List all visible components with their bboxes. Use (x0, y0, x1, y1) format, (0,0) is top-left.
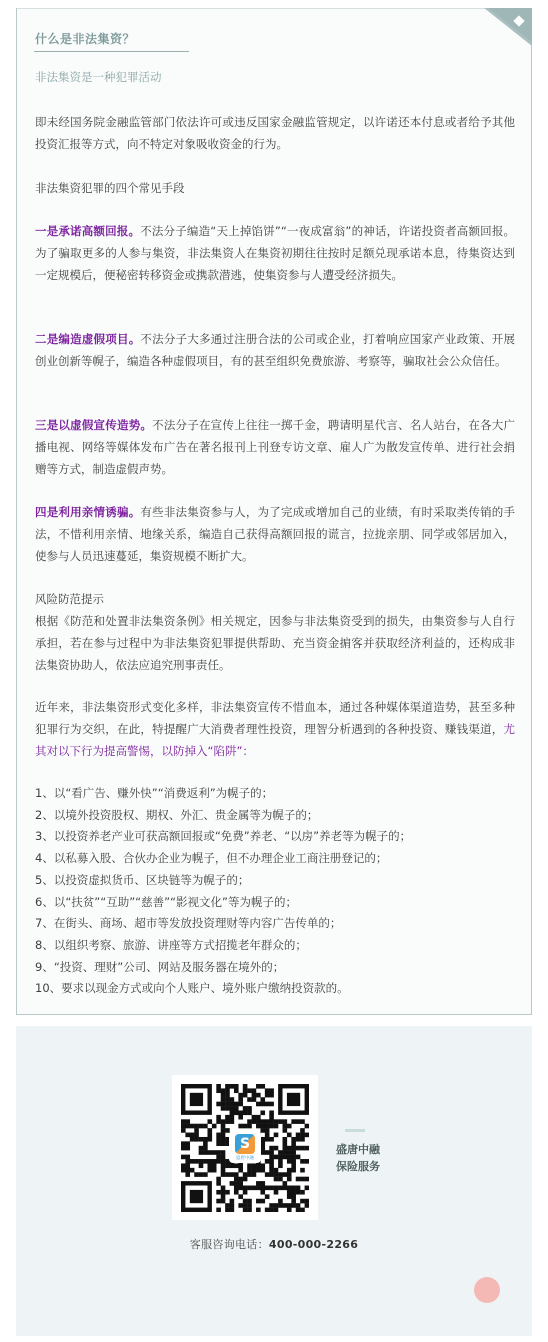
risk-paragraph: 根据《防范和处置非法集资条例》相关规定，因参与非法集资受到的损失，由集资参与人自行承担，若在参与过程中为非法集资犯罪提供帮助、充当资金掮客并获取经济利益的，还构成非法集资协助人，依法应追究刑事责任。 (35, 614, 515, 672)
method-text-3: 不法分子在宣传上往往一掷千金，聘请明星代言、名人站台，在各大广播电视、网络等媒体发布广告在著名报刊上刊登专访文章、雇人广为散发宣传单、进行社会捐赠等方式，制造虚假声势。 (35, 418, 515, 476)
method-paragraph-4 (35, 502, 515, 567)
list-item: 8、以组织考察、旅游、讲座等方式招揽老年群众的； (35, 937, 307, 952)
brand-divider (345, 1129, 365, 1132)
brand-name (336, 1141, 396, 1175)
list-item: 4、以私募入股、合伙办企业为幌子，但不办理企业工商注册登记的； (35, 851, 388, 866)
method-lead-1: 一是承诺高额回报。 (35, 224, 141, 238)
recent-highlight: 尤其对以下行为提高警惕，以防掉入“陷阱”： (35, 721, 515, 758)
method-lead-2: 二是编造虚假项目。 (35, 332, 141, 346)
method-paragraph-1 (35, 221, 515, 286)
question-subtitle: 非法集资是一种犯罪活动 (35, 70, 162, 84)
definition-paragraph: 即未经国务院金融监管部门依法许可或违反国家金融监管规定，以许诺还本付息或者给予其他投资汇报等方式，向不特定对象吸收资金的行为。 (35, 115, 515, 151)
question-title: 什么是非法集资？ (35, 32, 136, 46)
brand-logo-icon: S 盛唐中融 (229, 1131, 261, 1163)
brand-line-1: 盛唐中融 (336, 1143, 380, 1156)
list-item: 3、以投资养老产业可获高额回报或“免费”养老、“以房”养老等为幌子的； (35, 829, 412, 844)
method-text-1: 不法分子编造“天上掉馅饼”“一夜成富翁”的神话，许诺投资者高额回报。为了骗取更多的人参与集资，非法集资人在集资初期往往按时足额兑现承诺本息，待集资达到一定规模后，便秘密转移资金或携款潜逃，使集资参与人遭受经济损失。 (35, 224, 516, 282)
card-top-border (17, 8, 485, 9)
method-paragraph-2 (35, 329, 515, 373)
qr-logo-text: 盛唐中融 (236, 1156, 254, 1161)
contact-phone[interactable]: 400-000-2266 (268, 1238, 359, 1251)
title-underline (34, 51, 189, 52)
risk-heading: 风险防范提示 (35, 592, 104, 606)
method-text-2: 不法分子大多通过注册合法的公司或企业，打着响应国家产业政策、开展创业创新等幌子，编造各种虚假项目，有的甚至组织免费旅游、考察等，骗取社会公众信任。 (35, 332, 516, 368)
list-item: 2、以境外投资股权、期权、外汇、贵金属等为幌子的； (35, 807, 319, 822)
footer-panel (16, 1026, 532, 1336)
list-item: 10、要求以现金方式或向个人账户、境外账户缴纳投资款的。 (35, 981, 349, 996)
list-item: 9、“投资、理财”公司、网站及服务器在境外的； (35, 959, 285, 974)
contact-line (16, 1236, 532, 1252)
recent-text: 近年来，非法集资形式变化多样，非法集资宣传不惜血本，通过各种媒体渠道造势，甚至多种犯罪行为交织，在此，特提醒广大消费者理性投资，理智分析遇到的各种投资、赚钱渠道， (35, 700, 515, 736)
method-lead-3: 三是以虚假宣传造势。 (35, 418, 153, 432)
list-item: 5、以投资虚拟货币、区块链等为幌子的； (35, 872, 250, 887)
list-item: 1、以“看广告、赚外快”“消费返利”为幌子的； (35, 786, 274, 800)
recent-paragraph (35, 697, 515, 762)
brand-line-2: 保险服务 (336, 1160, 380, 1173)
list-item: 7、在街头、商场、超市等发放投资理财等内容广告传单的； (35, 916, 342, 931)
warning-list (35, 783, 515, 1000)
contact-label: 客服咨询电话： (189, 1238, 269, 1251)
methods-heading: 非法集资犯罪的四个常见手段 (35, 181, 185, 195)
decor-dot-icon (474, 1277, 500, 1303)
corner-ribbon-icon (484, 8, 532, 46)
method-paragraph-3 (35, 415, 515, 480)
article-card (16, 8, 532, 1015)
qr-code[interactable] (172, 1075, 318, 1220)
method-lead-4: 四是利用亲情诱骗。 (35, 505, 141, 519)
method-text-4: 有些非法集资参与人，为了完成或增加自己的业绩，有时采取类传销的手法，不惜利用亲情、地缘关系，编造自己获得高额回报的谎言，拉拢亲朋、同学或邻居加入，使参与人员迅速蔓延，集资规模不断扩大。 (35, 505, 516, 563)
list-item: 6、以“扶贫”“互助”“慈善”“影视文化”等为幌子的； (35, 894, 297, 909)
